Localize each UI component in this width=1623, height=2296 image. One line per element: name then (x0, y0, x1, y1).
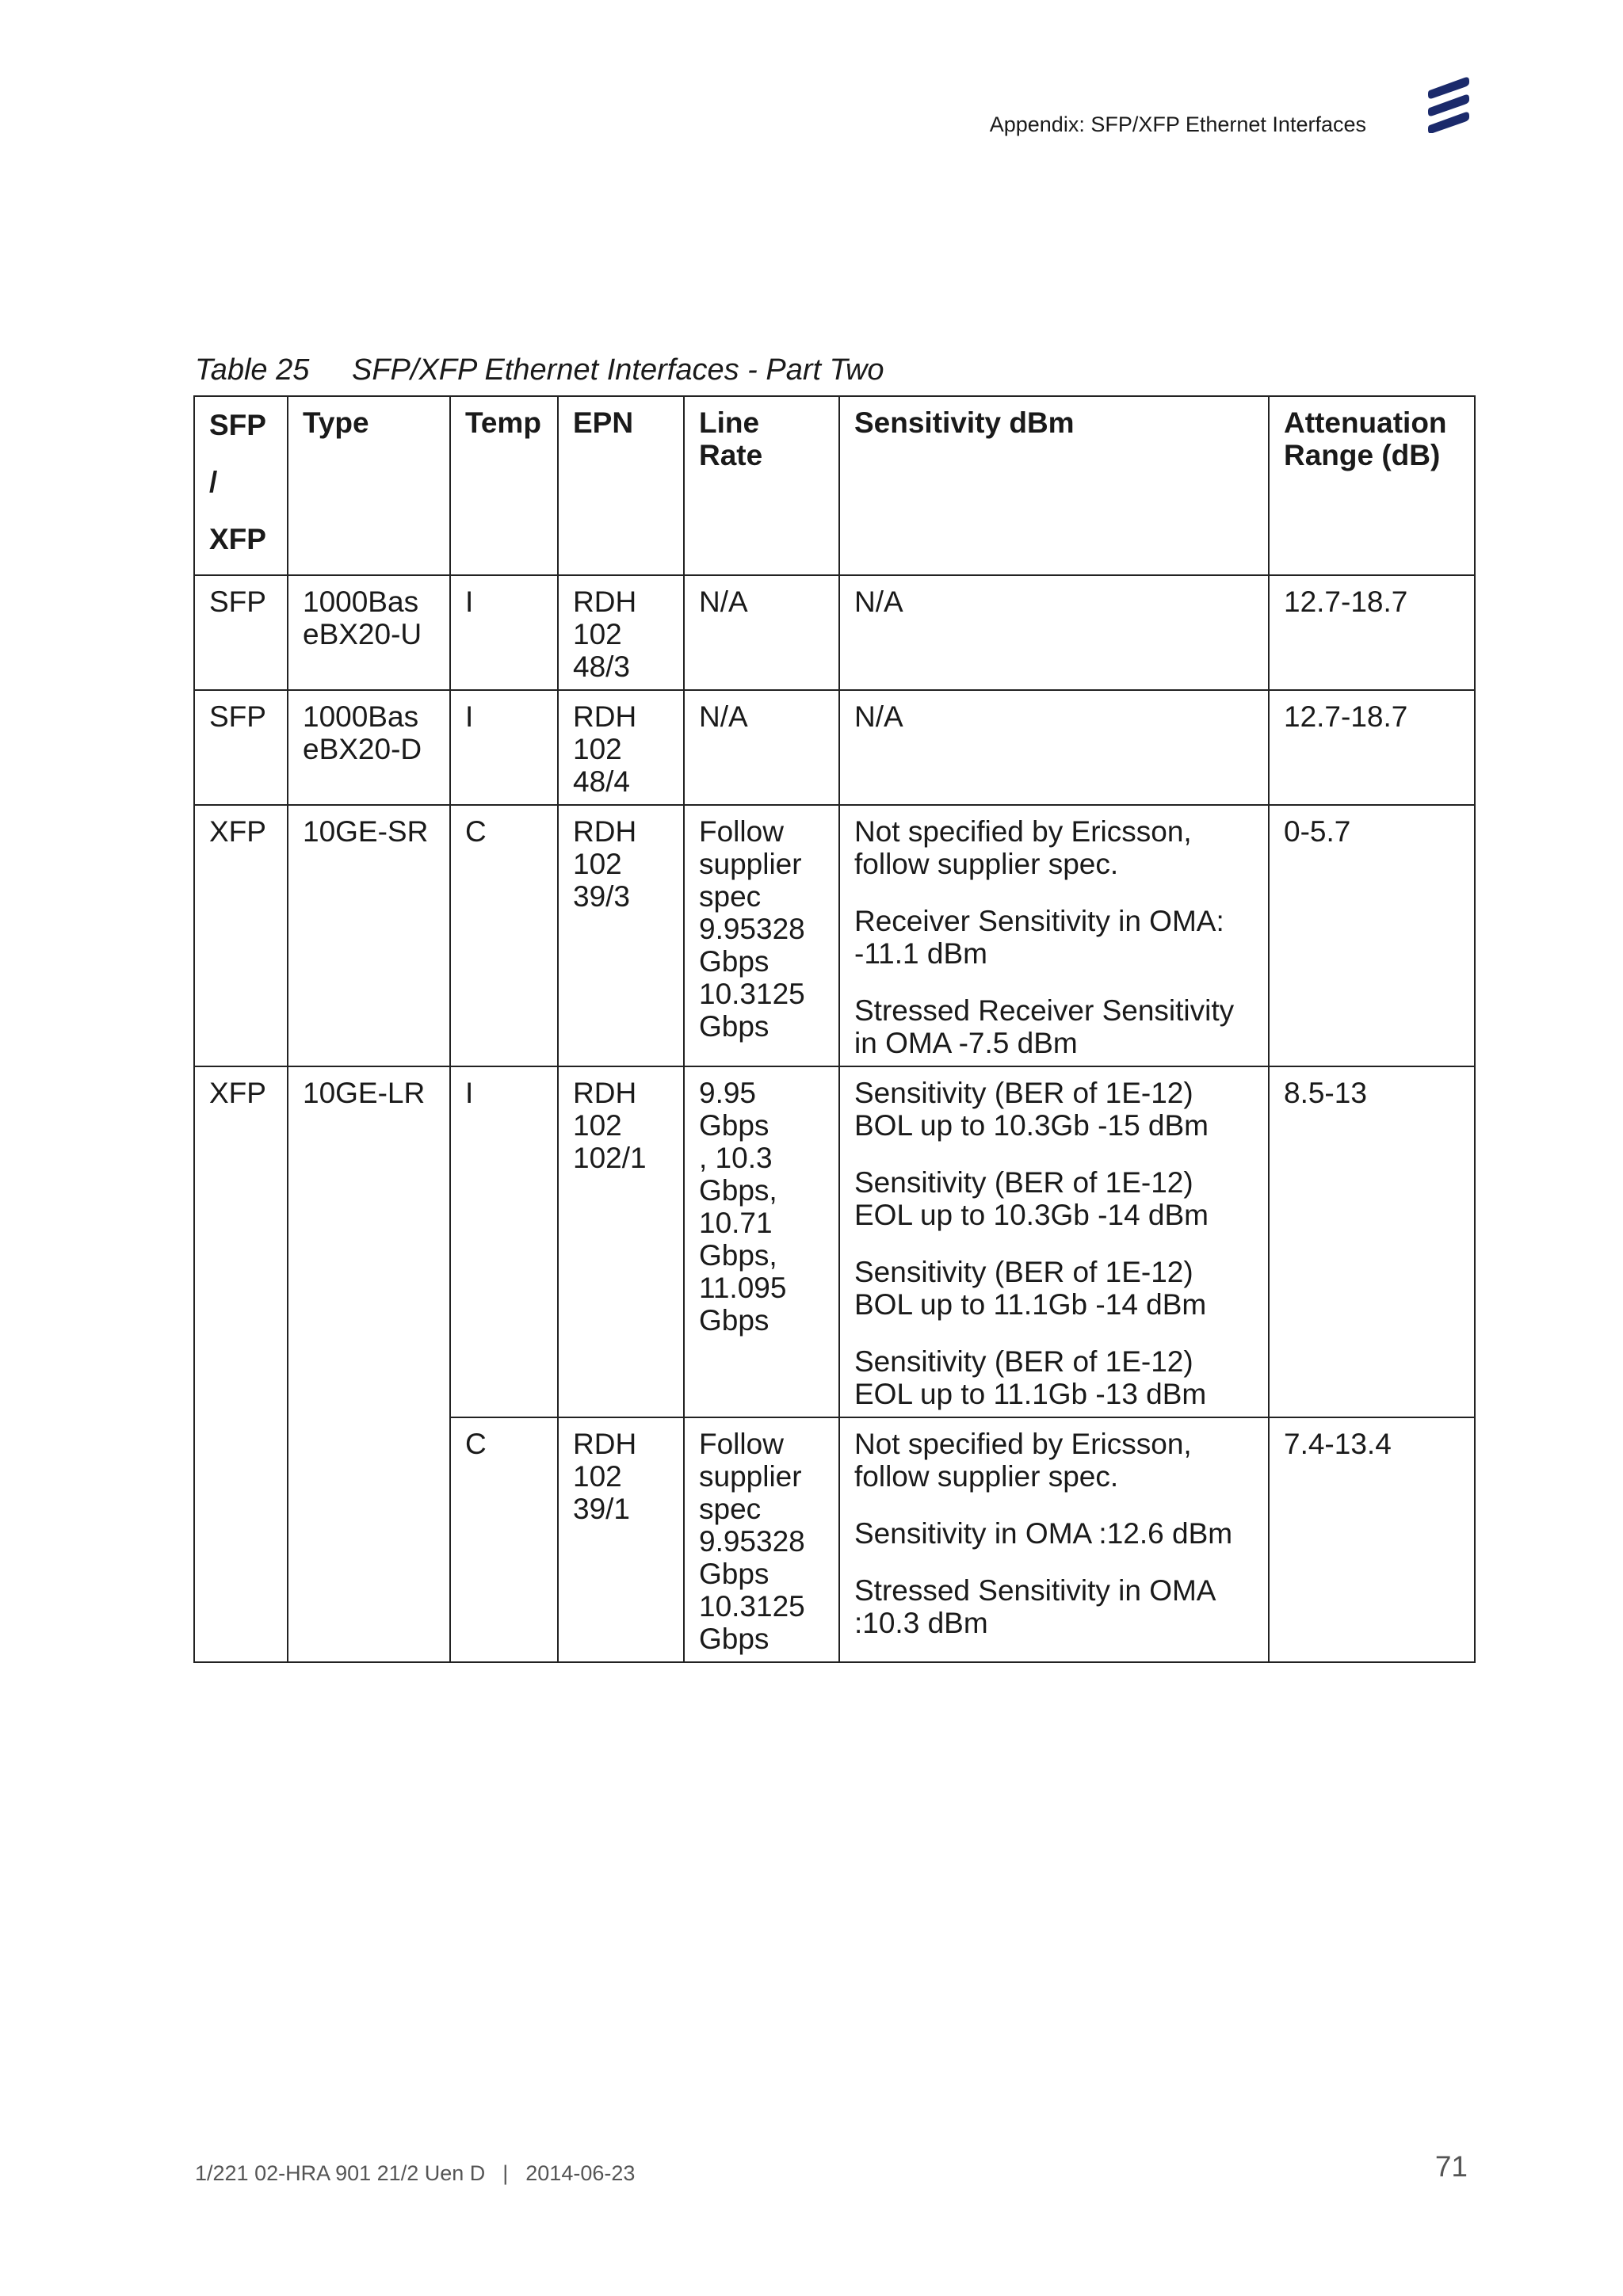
cell-line-rate: N/A (684, 690, 839, 805)
cell-sfp-xfp: SFP (194, 575, 288, 690)
table-caption (195, 353, 884, 387)
cell-attenuation: 8.5-13 (1269, 1066, 1475, 1417)
cell-attenuation: 0-5.7 (1269, 805, 1475, 1066)
table-row (194, 805, 1475, 1066)
header-sensitivity: Sensitivity dBm (839, 396, 1269, 575)
cell-type: 1000Bas eBX20-U (288, 575, 450, 690)
sfp-xfp-interfaces-table (193, 395, 1476, 1663)
cell-attenuation: 12.7-18.7 (1269, 575, 1475, 690)
table-row (194, 1066, 1475, 1417)
cell-temp: I (450, 690, 558, 805)
cell-sensitivity: Not specified by Ericsson, follow supplier spec. Sensitivity in OMA :12.6 dBm Stressed Sensitivity in OMA :10.3 dBm (839, 1417, 1269, 1662)
cell-type: 10GE-SR (288, 805, 450, 1066)
cell-epn: RDH 102 102/1 (558, 1066, 684, 1417)
cell-sfp-xfp: XFP (194, 805, 288, 1066)
cell-sensitivity: Not specified by Ericsson, follow supplier spec. Receiver Sensitivity in OMA: -11.1 dBm Stressed Receiver Sensitivity in OMA -7.5 dBm (839, 805, 1269, 1066)
header-line-rate: Line Rate (684, 396, 839, 575)
footer-separator: | (502, 2161, 509, 2185)
cell-epn: RDH 102 39/1 (558, 1417, 684, 1662)
table-row (194, 690, 1475, 805)
cell-epn: RDH 102 48/3 (558, 575, 684, 690)
table-number: Table 25 (195, 353, 310, 387)
cell-type: 1000Bas eBX20-D (288, 690, 450, 805)
header-epn: EPN (558, 396, 684, 575)
cell-line-rate: Follow supplier spec 9.95328 Gbps 10.3125 Gbps (684, 1417, 839, 1662)
document-date: 2014-06-23 (525, 2161, 636, 2185)
header-sfp-xfp: SFP/ XFP (194, 396, 288, 575)
cell-temp: I (450, 1066, 558, 1417)
header-temp: Temp (450, 396, 558, 575)
table-row (194, 575, 1475, 690)
ericsson-logo-icon (1426, 76, 1471, 133)
cell-line-rate: Follow supplier spec 9.95328 Gbps 10.3125 Gbps (684, 805, 839, 1066)
cell-sensitivity: N/A (839, 575, 1269, 690)
cell-sensitivity: Sensitivity (BER of 1E-12) BOL up to 10.3Gb -15 dBm Sensitivity (BER of 1E-12) EOL up to 10.3Gb -14 dBm Sensitivity (BER of 1E-12) BOL up to 11.1Gb -14 dBm Sensitivity (BER of 1E-12) EOL up to 11.1Gb -13 dBm (839, 1066, 1269, 1417)
cell-type: 10GE-LR (288, 1066, 450, 1662)
cell-line-rate: 9.95 Gbps , 10.3 Gbps, 10.71 Gbps, 11.095 Gbps (684, 1066, 839, 1417)
table-header-row (194, 396, 1475, 575)
cell-sensitivity: N/A (839, 690, 1269, 805)
document-footer (195, 2161, 635, 2186)
cell-line-rate: N/A (684, 575, 839, 690)
cell-attenuation: 7.4-13.4 (1269, 1417, 1475, 1662)
table-title: SFP/XFP Ethernet Interfaces - Part Two (352, 353, 884, 387)
header-type: Type (288, 396, 450, 575)
cell-temp: I (450, 575, 558, 690)
running-header: Appendix: SFP/XFP Ethernet Interfaces (989, 113, 1366, 136)
cell-sfp-xfp: SFP (194, 690, 288, 805)
cell-temp: C (450, 805, 558, 1066)
header-attenuation: Attenuation Range (dB) (1269, 396, 1475, 575)
cell-temp: C (450, 1417, 558, 1662)
document-id: 1/221 02-HRA 901 21/2 Uen D (195, 2161, 486, 2185)
cell-epn: RDH 102 48/4 (558, 690, 684, 805)
cell-attenuation: 12.7-18.7 (1269, 690, 1475, 805)
cell-sfp-xfp: XFP (194, 1066, 288, 1662)
page-number: 71 (1434, 2150, 1468, 2183)
cell-epn: RDH 102 39/3 (558, 805, 684, 1066)
